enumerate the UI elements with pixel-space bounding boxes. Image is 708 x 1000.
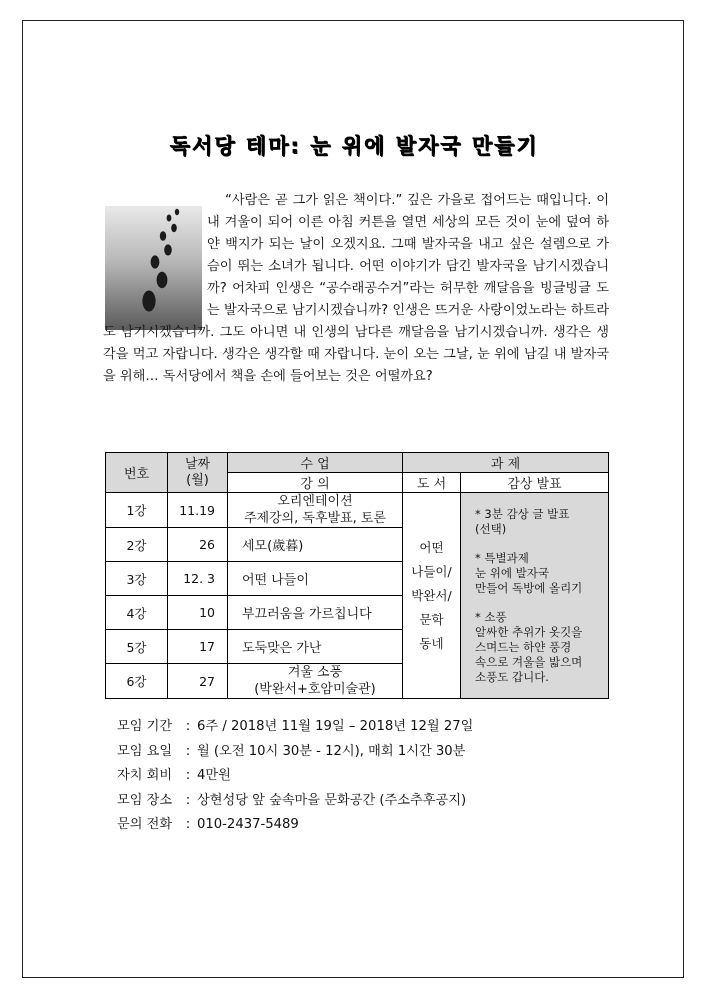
info-separator: : <box>185 768 191 784</box>
info-value: 상현성당 앞 숲속마을 문화공간 (주소추후공지) <box>197 792 467 808</box>
row-date: 12. 3 <box>168 562 228 596</box>
meeting-info <box>117 715 597 838</box>
row-num: 2강 <box>106 528 168 562</box>
info-value: 4만원 <box>197 768 231 784</box>
intro-text: “사람은 곧 그가 읽은 책이다.” 깊은 가을로 접어드는 때입니다. 이내 겨울이 되어 이른 아침 커튼을 열면 세상의 모든 것이 눈에 덮여 하얀 백지가 되는 날이 오겠지요. 그때 발자국을 내고 싶은 설렘으로 가슴이 뛰는 소녀가 됩니다. 어떤 이야기가 담긴 발자국을 남기시겠습니까? 어차피 인생은 “공수래공수거”라는 허무한 깨달음을 빙글빙글 도는 발자국으로 남기시겠습니까? 인생은 뜨거운 사랑이었노라는 하트라도 남기시겠습니까. 그도 아니면 내 인생의 남다른 깨달음을 남기시겠습니까. 생각은 생각을 먹고 자랍니다. 생각은 생각할 때 자랍니다. 눈이 오는 그날, 눈 위에 남길 내 발자국을 위해… 독서당에서 책을 손에 들어보는 것은 어떨까요? <box>103 193 609 384</box>
info-value: 010-2437-5489 <box>197 817 299 833</box>
review-item: * 소풍 알싸한 추위가 옷깃을 스며드는 하얀 풍경 속으로 겨울을 밟으며 소풍도 갑니다. <box>475 609 583 684</box>
info-separator: : <box>185 817 191 833</box>
info-row-fee <box>117 764 597 789</box>
info-separator: : <box>185 743 191 759</box>
row-num: 6강 <box>106 664 168 699</box>
row-topic: 도둑맞은 가난 <box>228 630 403 664</box>
row-topic: 부끄러움을 가르칩니다 <box>228 596 403 630</box>
row-date: 26 <box>168 528 228 562</box>
info-label: 모임 장소 <box>117 792 173 808</box>
row-date: 10 <box>168 596 228 630</box>
row-num: 3강 <box>106 562 168 596</box>
header-review: 감상 발표 <box>461 473 609 493</box>
review-item: * 3분 감상 글 발표 (선택) <box>475 506 570 536</box>
row-date: 17 <box>168 630 228 664</box>
row-num: 1강 <box>106 493 168 528</box>
info-row-period <box>117 715 597 740</box>
info-separator: : <box>185 719 191 734</box>
row-topic: 겨울 소풍 (박완서+호암미술관) <box>228 664 403 699</box>
row-date: 27 <box>168 664 228 699</box>
info-label: 모임 기간 <box>117 719 173 734</box>
row-topic: 세모(歲暮) <box>228 528 403 562</box>
row-topic: 어떤 나들이 <box>228 562 403 596</box>
schedule-table <box>105 452 609 699</box>
review-item: * 특별과제 눈 위에 발자국 만들어 독방에 올리기 <box>475 550 583 595</box>
info-label: 문의 전화 <box>117 817 173 833</box>
header-homework: 과 제 <box>403 453 609 473</box>
header-num: 번호 <box>106 453 168 493</box>
row-num: 4강 <box>106 596 168 630</box>
page-title: 독서당 테마: 눈 위에 발자국 만들기 <box>169 134 539 158</box>
info-label: 모임 요일 <box>117 743 173 759</box>
info-value: 6주 / 2018년 11월 19일 – 2018년 12월 27일 <box>197 719 474 734</box>
row-topic: 오리엔테이션 주제강의, 독후발표, 토론 <box>228 493 403 528</box>
intro-paragraph <box>103 190 609 388</box>
info-value: 월 (오전 10시 30분 - 12시), 매회 1시간 30분 <box>197 743 466 759</box>
review-cell <box>461 493 609 699</box>
info-separator: : <box>185 792 191 808</box>
row-num: 5강 <box>106 630 168 664</box>
info-row-place <box>117 789 597 814</box>
header-book: 도 서 <box>403 473 461 493</box>
info-row-day <box>117 740 597 765</box>
table-row <box>106 493 609 528</box>
header-date: 날짜 (월) <box>168 453 228 493</box>
row-date: 11.19 <box>168 493 228 528</box>
info-label: 자치 회비 <box>117 768 173 784</box>
header-class: 수 업 <box>228 453 403 473</box>
book-cell: 어떤 나들이/ 박완서/ 문학 동네 <box>403 493 461 699</box>
info-row-phone <box>117 813 597 838</box>
header-lecture: 강 의 <box>228 473 403 493</box>
